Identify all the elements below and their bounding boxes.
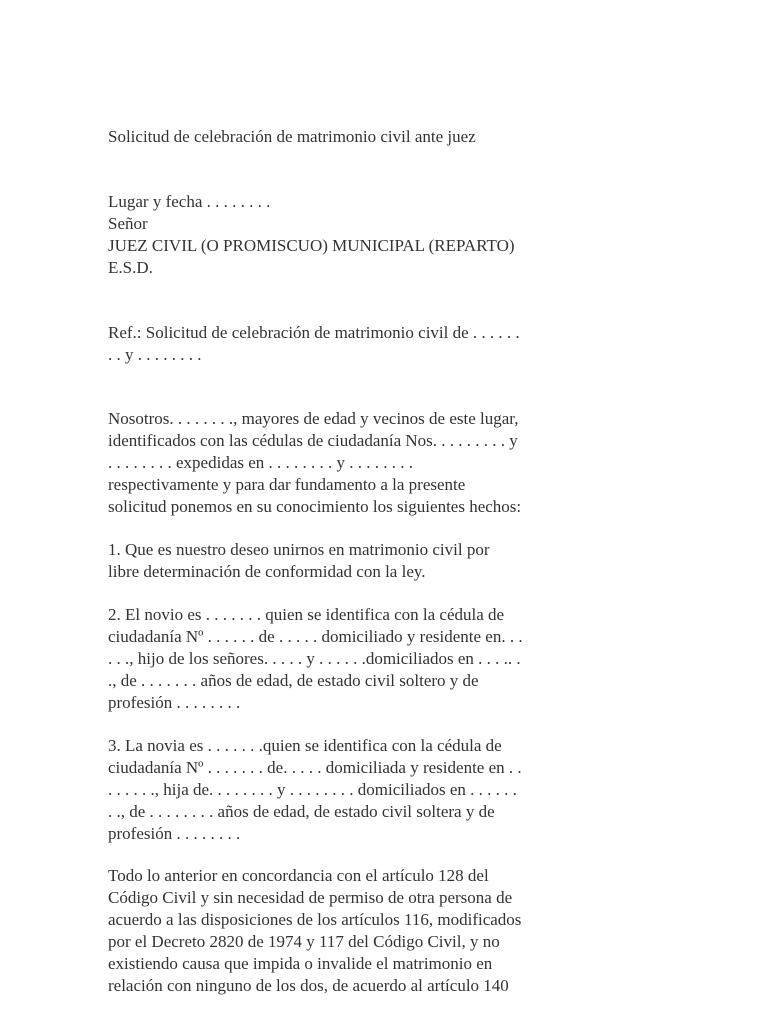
fact-2-line: ., de . . . . . . . años de edad, de estado civil soltero y de [108,671,479,690]
closing-line: Código Civil y sin necesidad de permiso de otra persona de [108,888,513,907]
esd-line: E.S.D. [108,258,153,277]
fact-2-line: 2. El novio es . . . . . . . quien se identifica con la cédula de [108,605,505,624]
closing-line: acuerdo a las disposiciones de los artículos 116, modificados [108,910,522,929]
recipient: JUEZ CIVIL (O PROMISCUO) MUNICIPAL (REPARTO) [108,236,515,255]
reference-line: . . y . . . . . . . . [108,345,202,364]
fact-2-line: profesión . . . . . . . . [108,693,241,712]
document-title: Solicitud de celebración de matrimonio civil ante juez [108,127,476,146]
intro-line: solicitud ponemos en su conocimiento los siguientes hechos: [108,497,522,516]
fact-1-line: 1. Que es nuestro deseo unirnos en matrimonio civil por [108,540,490,559]
fact-2-line: ciudadanía Nº . . . . . . de . . . . . domiciliado y residente en. . . [108,627,523,646]
closing-line: relación con ninguno de los dos, de acuerdo al artículo 140 [108,976,509,995]
place-date: Lugar y fecha . . . . . . . . [108,192,271,211]
fact-3-line: ciudadanía Nº . . . . . . . de. . . . . domiciliada y residente en . . [108,758,522,777]
fact-1-line: libre determinación de conformidad con la ley. [108,562,426,581]
closing-line: por el Decreto 2820 de 1974 y 117 del Código Civil, y no [108,932,500,951]
intro-line: . . . . . . . . expedidas en . . . . . . . . y . . . . . . . . [108,453,414,472]
fact-3-line: . . . . . ., hija de. . . . . . . . y . . . . . . . . domiciliados en . . . . . . [108,780,517,799]
intro-line: identificados con las cédulas de ciudadanía Nos. . . . . . . . . y [108,431,518,450]
intro-line: Nosotros. . . . . . . ., mayores de edad y vecinos de este lugar, [108,409,519,428]
intro-line: respectivamente y para dar fundamento a la presente [108,475,466,494]
reference-line: Ref.: Solicitud de celebración de matrimonio civil de . . . . . . [108,323,520,342]
closing-line: existiendo causa que impida o invalide el matrimonio en [108,954,493,973]
fact-3-line: 3. La novia es . . . . . . .quien se identifica con la cédula de [108,736,502,755]
fact-3-line: profesión . . . . . . . . [108,824,241,843]
fact-2-line: . . ., hijo de los señores. . . . . y . . . . . .domiciliados en . . . .. . [108,649,521,668]
fact-3-line: . ., de . . . . . . . . años de edad, de estado civil soltera y de [108,802,495,821]
closing-line: Todo lo anterior en concordancia con el artículo 128 del [108,866,489,885]
salutation: Señor [108,214,148,233]
